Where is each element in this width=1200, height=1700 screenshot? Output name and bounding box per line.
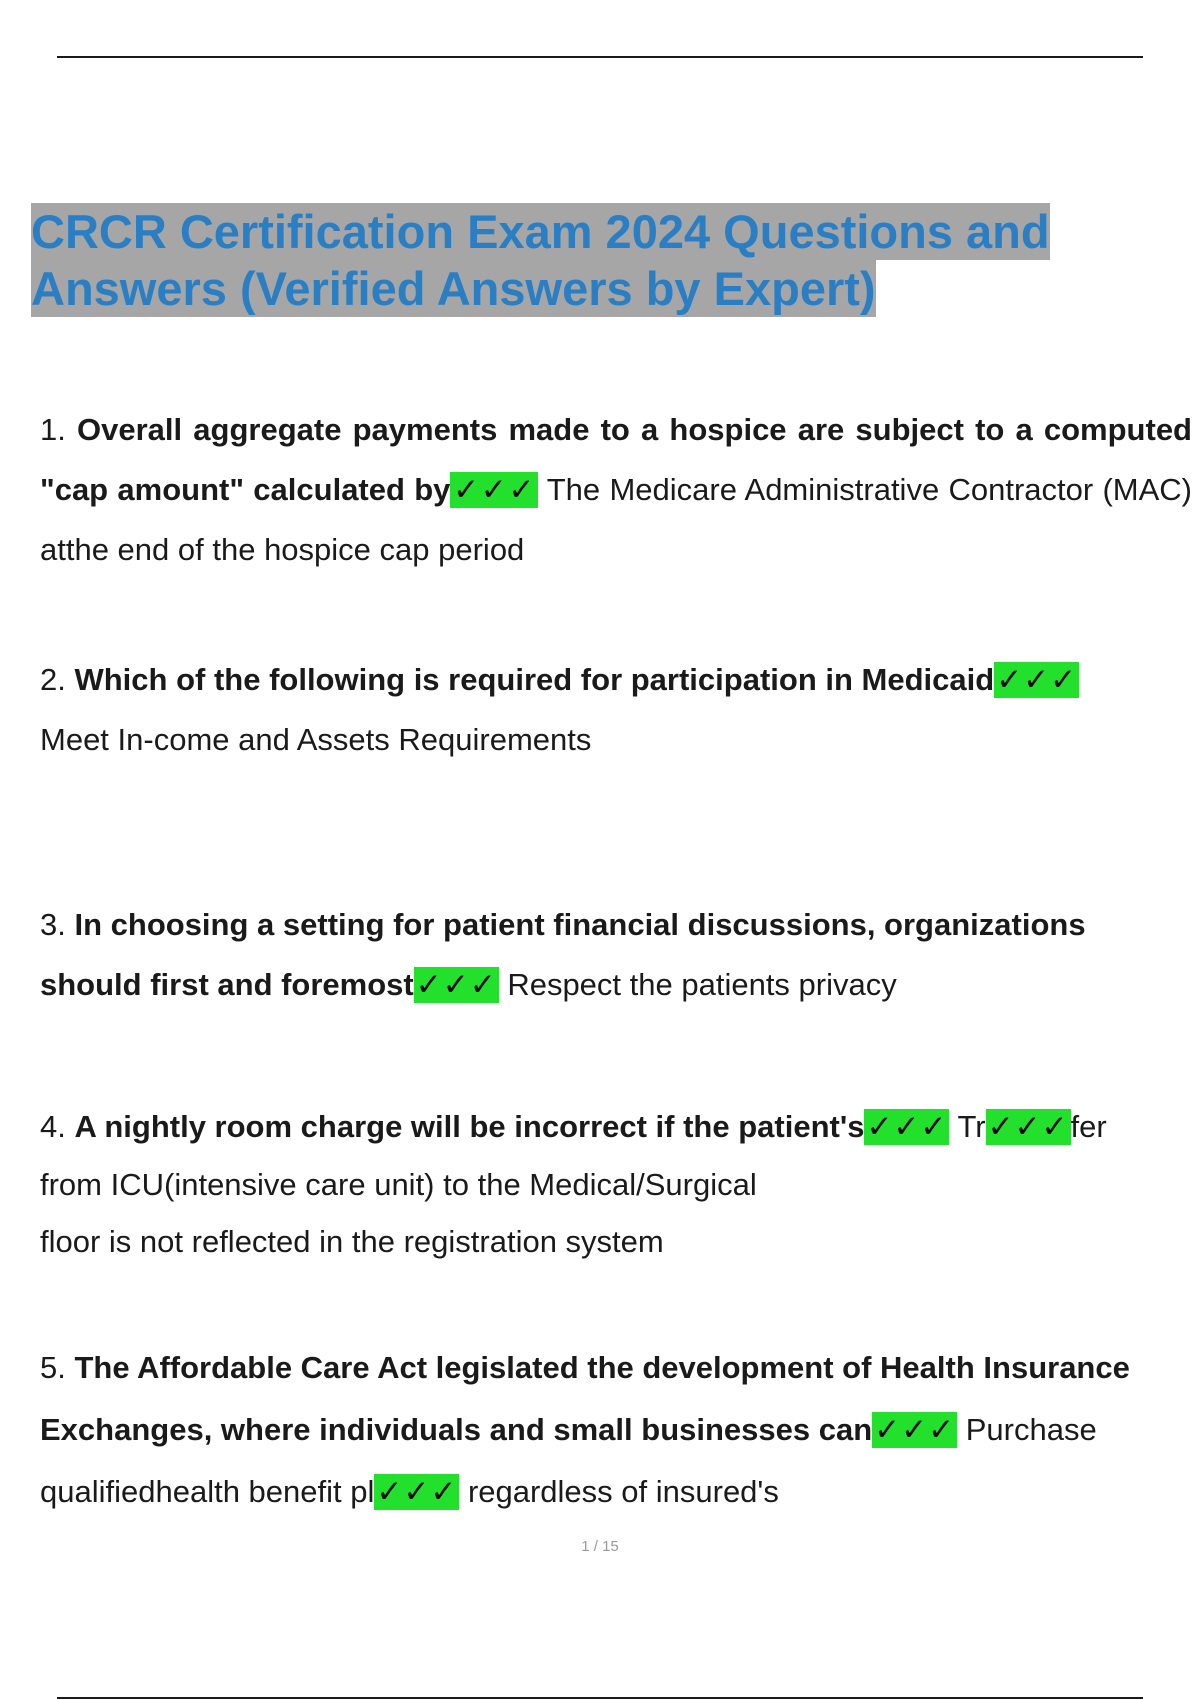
answer-text-part-2: regardless of insured's <box>467 1474 779 1509</box>
check-mark-icon: ✓✓✓ <box>376 1474 458 1510</box>
qa-item-3 <box>40 895 1192 1015</box>
page-indicator: 1 / 15 <box>581 1538 619 1555</box>
qa-item-4 <box>40 1098 1192 1270</box>
check-mark-icon: ✓✓✓ <box>452 472 537 508</box>
top-rule <box>57 56 1143 58</box>
question-number: 4. <box>40 1109 66 1144</box>
answer-text-line-3: floor is not reflected in the registration system <box>40 1224 664 1259</box>
question-number: 1. <box>40 412 66 447</box>
check-mark-icon: ✓✓✓ <box>415 967 497 1003</box>
question-text: Which of the following is required for participation in Medicaid <box>74 662 995 697</box>
bottom-rule <box>57 1697 1143 1699</box>
check-mark-icon: ✓✓✓ <box>866 1109 948 1145</box>
question-number: 2. <box>40 662 66 697</box>
question-text: In choosing a setting for patient financial discussions, organizations should first and foremost <box>40 907 1086 1002</box>
answer-text-line-2: from ICU(intensive care unit) to the Medical/Surgical <box>40 1167 757 1202</box>
answer-text: Respect the patients privacy <box>507 967 897 1002</box>
question-text: A nightly room charge will be incorrect if the patient's <box>74 1109 865 1144</box>
check-mark-icon: ✓✓✓ <box>874 1412 956 1448</box>
answer-text: The Medicare Administrative Contractor (MAC) atthe end of the hospice cap period <box>40 472 1193 567</box>
title-line-2: Answers (Verified Answers by Expert) <box>31 262 876 315</box>
answer-text-part-1: Purchase qualifiedhealth benefit pl <box>40 1412 1097 1509</box>
question-number: 5. <box>40 1350 66 1385</box>
answer-text-part-2: fer <box>1070 1109 1107 1144</box>
qa-item-5 <box>40 1337 1192 1523</box>
question-text: The Affordable Care Act legislated the development of Health Insurance Exchanges, where individuals and small businesses can <box>40 1350 1130 1447</box>
qa-item-2 <box>40 650 1192 770</box>
answer-text: Meet In-come and Assets Requirements <box>40 722 592 757</box>
check-mark-icon: ✓✓✓ <box>987 1109 1069 1145</box>
title-line-1: CRCR Certification Exam 2024 Questions and <box>31 205 1050 258</box>
question-number: 3. <box>40 907 66 942</box>
qa-item-1 <box>40 400 1192 580</box>
question-text: Overall aggregate payments made to a hospice are subject to a computed "cap amount" calculated by <box>40 412 1192 507</box>
answer-text-part-1: Tr <box>957 1109 986 1144</box>
document-title <box>31 203 1171 317</box>
check-mark-icon: ✓✓✓ <box>996 662 1078 698</box>
